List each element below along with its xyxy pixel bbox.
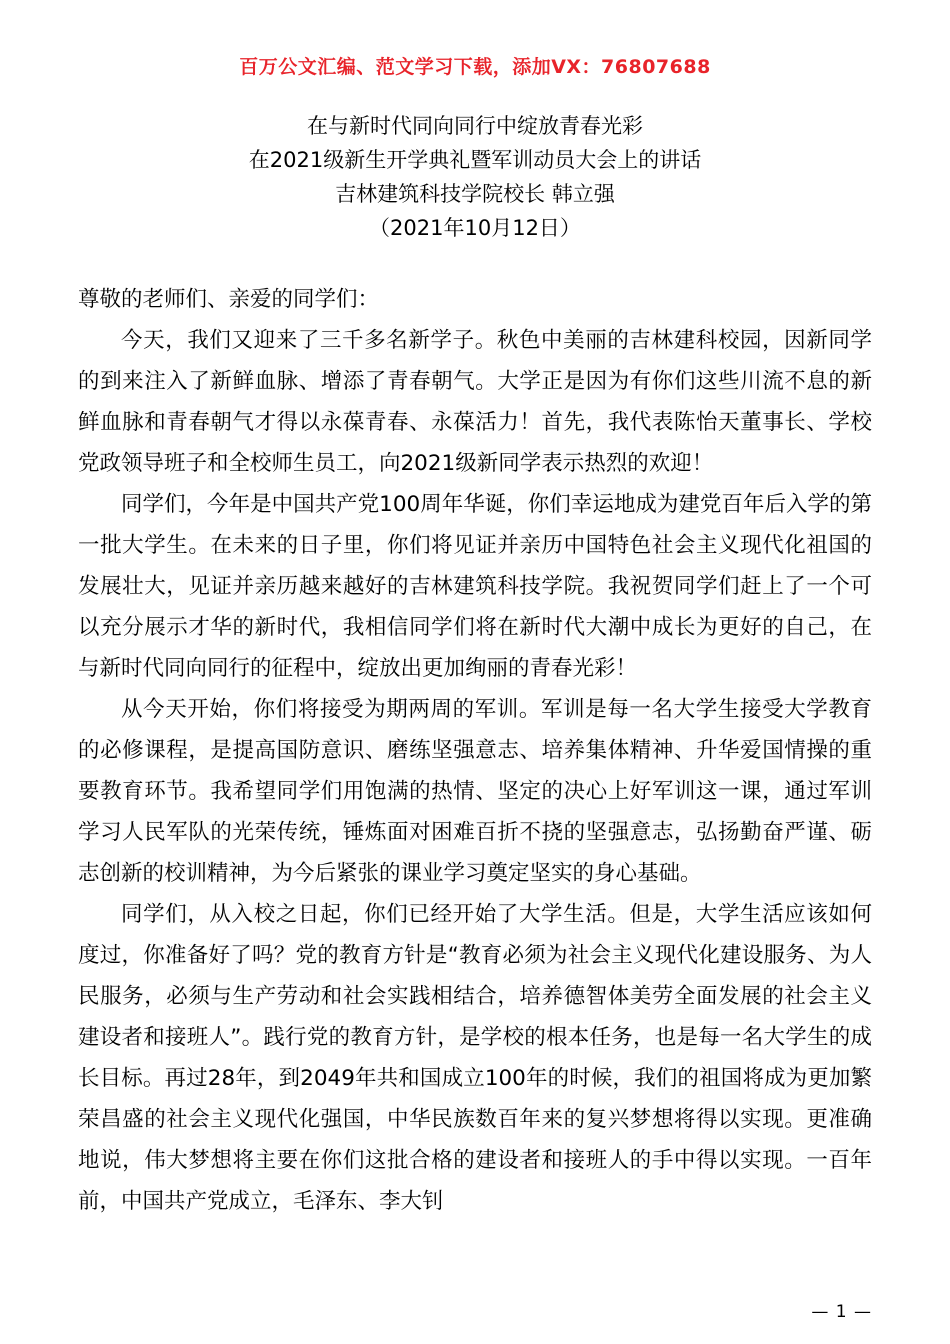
title-line-1: 在与新时代同向同行中绽放青春光彩 bbox=[307, 114, 643, 138]
document-body bbox=[78, 279, 872, 1222]
title-line-4: （2021年10月12日） bbox=[369, 216, 581, 240]
title-line-3: 吉林建筑科技学院校长 韩立强 bbox=[335, 182, 615, 206]
title-body-spacer bbox=[78, 245, 872, 279]
title-line-2: 在2021级新生开学典礼暨军训动员大会上的讲话 bbox=[248, 148, 702, 172]
document-title bbox=[78, 109, 872, 245]
advertisement-banner: 百万公文汇编、范文学习下载，添加VX：76807688 bbox=[239, 56, 711, 78]
page-number: — 1 — bbox=[811, 1302, 872, 1322]
body-paragraph: 今天，我们又迎来了三千多名新学子。秋色中美丽的吉林建科校园，因新同学的到来注入了新鲜血脉、增添了青春朝气。大学正是因为有你们这些川流不息的新鲜血脉和青春朝气才得以永葆青春、永葆活力！首先，我代表陈怡天董事长、学校党政领导班子和全校师生员工，向2021级新同学表示热烈的欢迎！ bbox=[78, 328, 872, 476]
body-paragraph: 同学们，从入校之日起，你们已经开始了大学生活。但是，大学生活应该如何度过，你准备好了吗？党的教育方针是“教育必须为社会主义现代化建设服务、为人民服务，必须与生产劳动和社会实践相结合，培养德智体美劳全面发展的社会主义建设者和接班人”。践行党的教育方针，是学校的根本任务，也是每一名大学生的成长目标。再过28年，到2049年共和国成立100年的时候，我们的祖国将成为更加繁荣昌盛的社会主义现代化强国，中华民族数百年来的复兴梦想将得以实现。更准确地说，伟大梦想将主要在你们这批合格的建设者和接班人的手中得以实现。一百年前，中国共产党成立，毛泽东、李大钊 bbox=[78, 902, 872, 1214]
salutation-line: 尊敬的老师们、亲爱的同学们： bbox=[78, 287, 380, 312]
body-paragraph: 同学们，今年是中国共产党100周年华诞，你们幸运地成为建党百年后入学的第一批大学生。在未来的日子里，你们将见证并亲历中国特色社会主义现代化祖国的发展壮大，见证并亲历越来越好的吉林建筑科技学院。我祝贺同学们赶上了一个可以充分展示才华的新时代，我相信同学们将在新时代大潮中成长为更好的自己，在与新时代同向同行的征程中，绽放出更加绚丽的青春光彩！ bbox=[78, 492, 872, 681]
body-paragraph: 从今天开始，你们将接受为期两周的军训。军训是每一名大学生接受大学教育的必修课程，是提高国防意识、磨练坚强意志、培养集体精神、升华爱国情操的重要教育环节。我希望同学们用饱满的热情、坚定的决心上好军训这一课，通过军训学习人民军队的光荣传统，锤炼面对困难百折不挠的坚强意志，弘扬勤奋严谨、砺志创新的校训精神，为今后紧张的课业学习奠定坚实的身心基础。 bbox=[78, 697, 872, 886]
